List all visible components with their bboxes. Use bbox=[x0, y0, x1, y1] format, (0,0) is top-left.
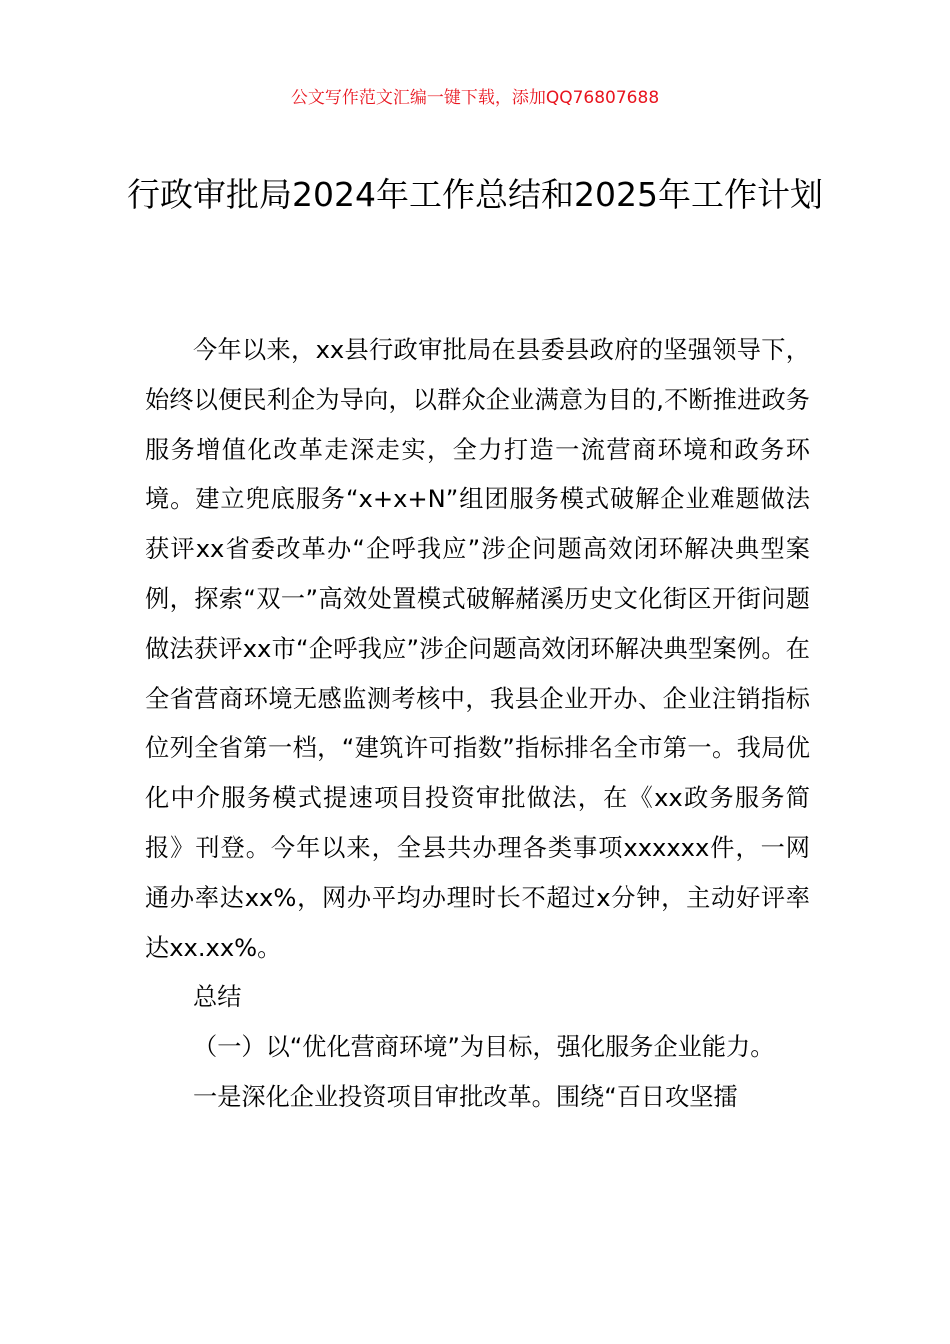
document-title: 行政审批局2024年工作总结和2025年工作计划 bbox=[127, 175, 823, 214]
intro-paragraph: 今年以来，xx县行政审批局在县委县政府的坚强领导下，始终以便民利企为导向，以群众企业满意为目的,不断推进政务服务增值化改革走深走实，全力打造一流营商环境和政务环境。建立兜底服务“x+x+N”组团服务模式破解企业难题做法获评xx省委改革办“企呼我应”涉企问题高效闭环解决典型案例，探索“双一”高效处置模式破解赭溪历史文化街区开街问题做法获评xx市“企呼我应”涉企问题高效闭环解决典型案例。在全省营商环境无感监测考核中，我县企业开办、企业注销指标位列全省第一档，“建筑许可指数”指标排名全市第一。我局优化中介服务模式提速项目投资审批做法，在《xx政务服务简报》刊登。今年以来，全县共办理各类事项xxxxxx件，一网通办率达xx%，网办平均办理时长不超过x分钟，主动好评率达xx.xx%。 bbox=[145, 336, 810, 962]
download-banner: 公文写作范文汇编一键下载，添加QQ76807688 bbox=[290, 88, 660, 108]
subsection-heading-1: （一）以“优化营商环境”为目标，强化服务企业能力。 bbox=[193, 1033, 775, 1062]
section-heading-summary: 总结 bbox=[193, 983, 242, 1012]
body-paragraph-1: 一是深化企业投资项目审批改革。围绕“百日攻坚擂 bbox=[193, 1082, 738, 1111]
document-body bbox=[145, 326, 810, 1123]
